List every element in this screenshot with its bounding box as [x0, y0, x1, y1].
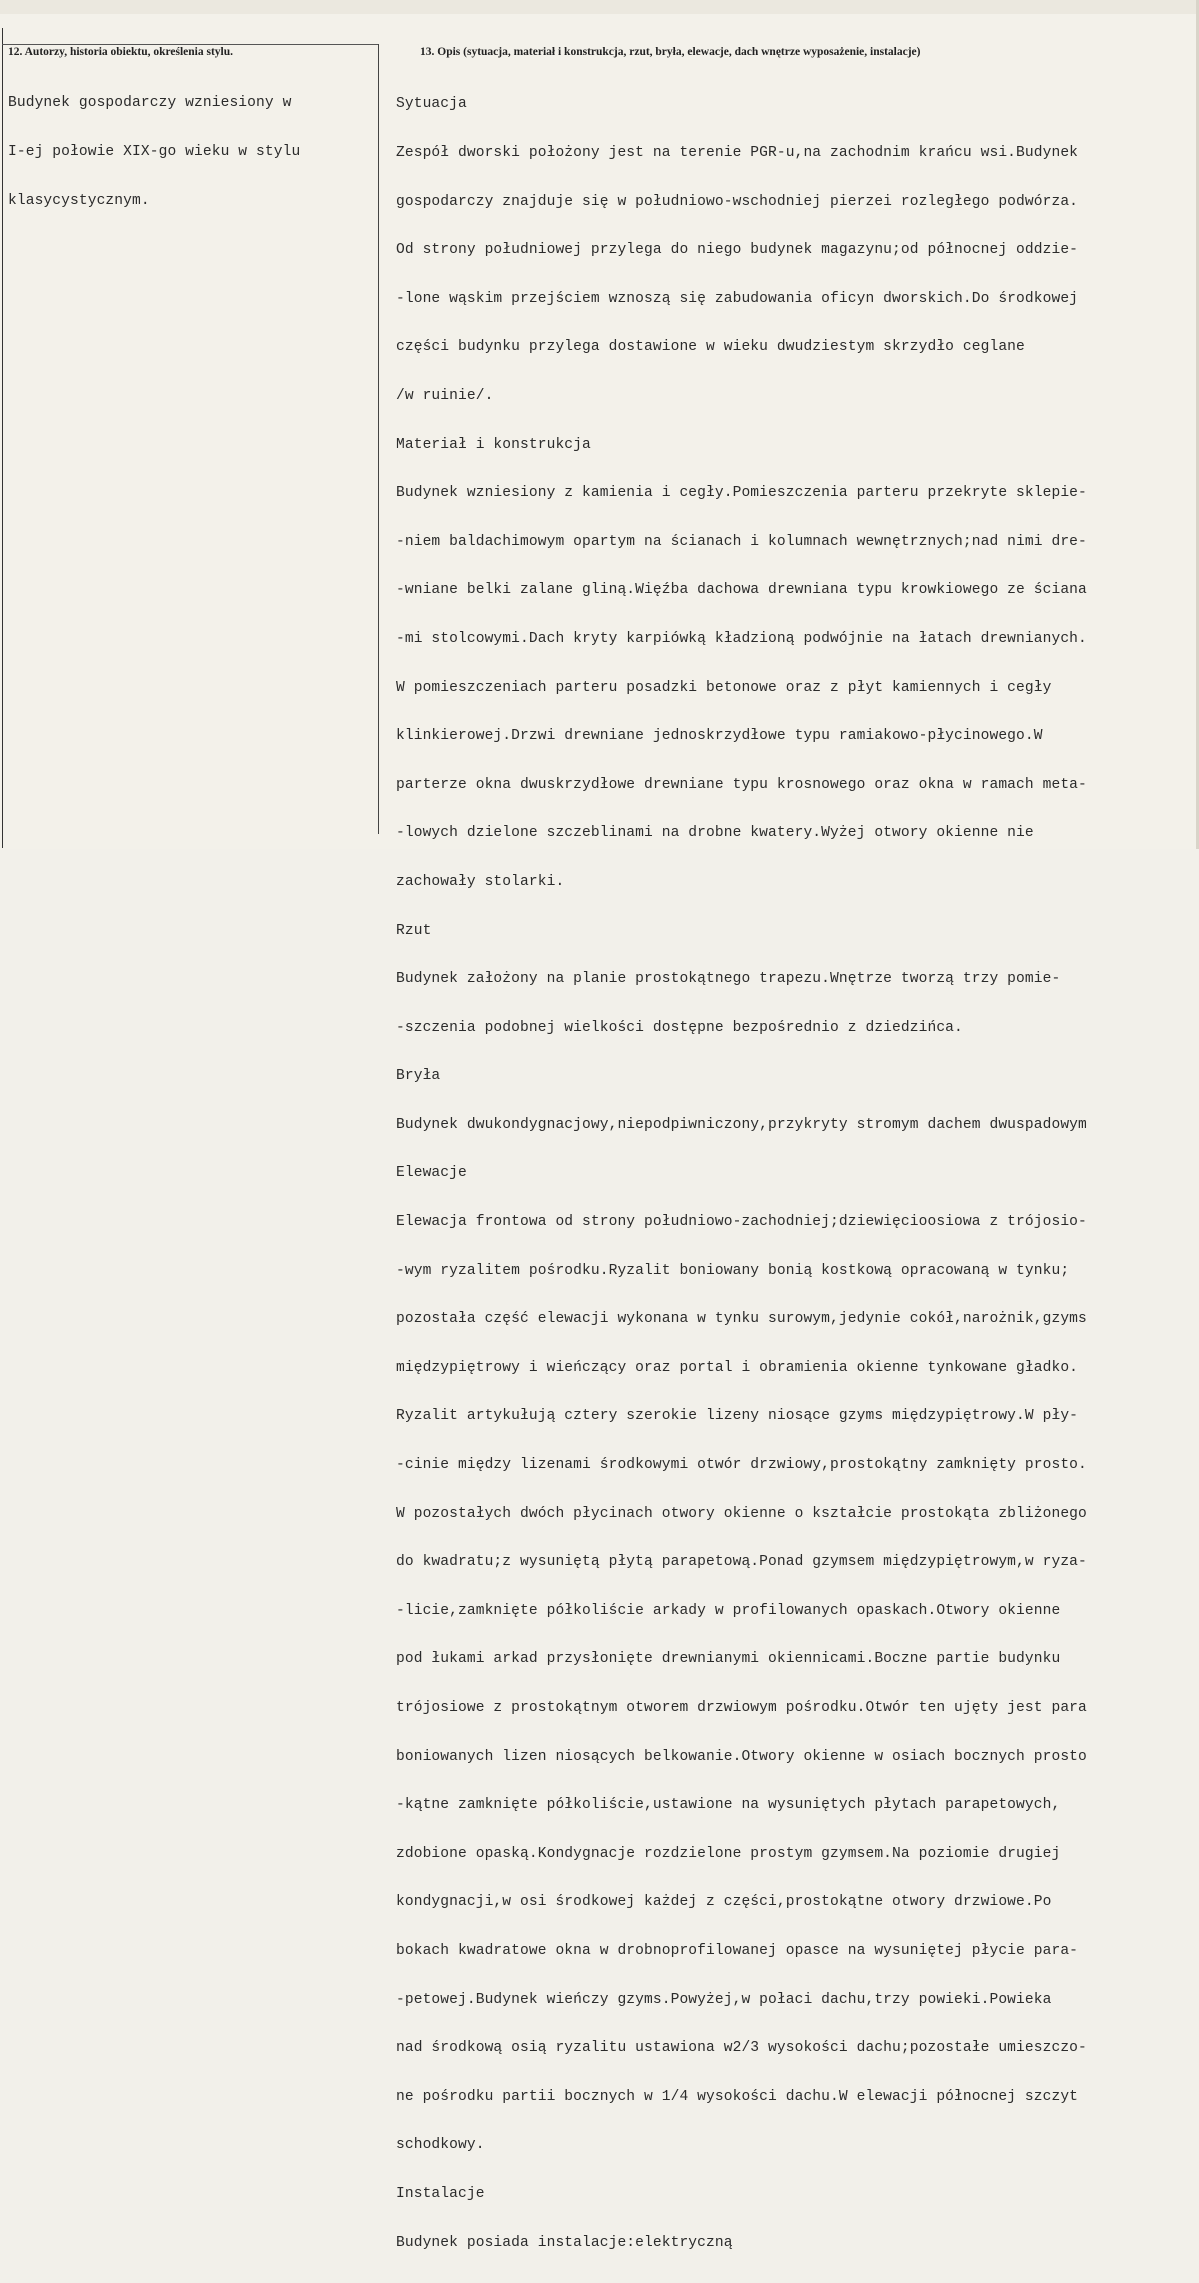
typed-line: -cinie między lizenami środkowymi otwór drzwiowy,prostokątny zamknięty prosto.	[396, 1457, 1087, 1474]
typed-line: -wym ryzalitem pośrodku.Ryzalit boniowany bonią kostkową opracowaną w tynku;	[396, 1262, 1070, 1279]
typed-line: do kwadratu;z wysuniętą płytą parapetową.Ponad gzymsem międzypiętrowym,w ryza-	[396, 1554, 1087, 1571]
typed-line: ne pośrodku partii bocznych w 1/4 wysokości dachu.W elewacji północnej szczyt	[396, 2088, 1079, 2105]
typed-line: -wniane belki zalane gliną.Więźba dachowa drewniana typu krowkiowego ze ściana	[396, 582, 1087, 599]
typed-line: Zespół dworski położony jest na terenie PGR-u,na zachodnim krańcu wsi.Budynek	[396, 145, 1079, 161]
section-heading-elevations: Elewacje	[396, 1165, 467, 1182]
typed-line: międzypiętrowy i wieńczący oraz portal i obramienia okienne tynkowane gładko.	[396, 1359, 1079, 1376]
typed-line: -kątne zamknięte półkoliście,ustawione na wysuniętych płytach parapetowych,	[396, 1797, 1061, 1814]
typed-line: -szczenia podobnej wielkości dostępne bezpośrednio z dziedzińca.	[396, 1019, 963, 1036]
typed-line: trójosiowe z prostokątnym otworem drzwiowym pośrodku.Otwór ten ujęty jest para	[396, 1700, 1087, 1716]
section-heading-material: Materiał i konstrukcja	[396, 436, 591, 453]
typed-line: gospodarczy znajduje się w południowo-wschodniej pierzei rozległego podwórza.	[396, 193, 1079, 210]
typed-line: Ryzalit artykułują cztery szerokie lizeny niosące gzyms międzypiętrowy.W pły-	[396, 1408, 1079, 1425]
typed-line: zachowały stolarki.	[396, 873, 565, 890]
typed-line: -niem baldachimowym opartym na ścianach i kolumnach wewnętrznych;nad nimi dre-	[396, 533, 1087, 550]
typed-line: /w ruinie/.	[396, 387, 494, 404]
typed-line: Budynek dwukondygnacjowy,niepodpiwniczony,przykryty stromym dachem dwuspadowym	[396, 1116, 1087, 1133]
typed-line: Budynek założony na planie prostokątnego trapezu.Wnętrze tworzą trzy pomie-	[396, 971, 1061, 988]
typed-line: kondygnacji,w osi środkowej każdej z części,prostokątne otwory drzwiowe.Po	[396, 1894, 1052, 1911]
field-12-header: 12. Autorzy, historia obiektu, określenia stylu.	[8, 46, 234, 58]
typed-line: części budynku przylega dostawione w wieku dwudziestym skrzydło ceglane	[396, 339, 1025, 356]
typed-line: -lone wąskim przejściem wznoszą się zabudowania oficyn dworskich.Do środkowej	[396, 290, 1079, 307]
left-border-line	[2, 28, 3, 848]
field-13-text	[396, 64, 1196, 2283]
typed-line: schodkowy.	[396, 2137, 485, 2154]
typed-line: pozostała część elewacji wykonana w tynku surowym,jedynie cokół,narożnik,gzyms	[396, 1311, 1087, 1328]
typed-line: pod łukami arkad przysłonięte drewnianymi okiennicami.Boczne partie budynku	[396, 1651, 1061, 1668]
column-divider-line	[378, 44, 379, 834]
typed-line: boniowanych lizen niosących belkowanie.Otwory okienne w osiach bocznych prosto	[396, 1748, 1087, 1765]
section-heading-installations: Instalacje	[396, 2185, 485, 2202]
section-heading-massing: Bryła	[396, 1068, 441, 1085]
field-13-header: 13. Opis (sytuacja, materiał i konstrukcja, rzut, bryła, elewacje, dach wnętrze wyposażenie, instalacje)	[420, 46, 921, 58]
typed-line: W pomieszczeniach parteru posadzki betonowe oraz z płyt kamiennych i cegły	[396, 679, 1052, 696]
typed-line: nad środkową osią ryzalitu ustawiona w2/3 wysokości dachu;pozostałe umieszczo-	[396, 2040, 1087, 2057]
typed-line: parterze okna dwuskrzydłowe drewniane typu krosnowego oraz okna w ramach meta-	[396, 776, 1087, 793]
typed-line: Od strony południowej przylega do niego budynek magazynu;od północnej oddzie-	[396, 242, 1079, 259]
typed-line: klinkierowej.Drzwi drewniane jednoskrzydłowe typu ramiakowo-płycinowego.W	[396, 728, 1043, 745]
typed-line: Budynek wzniesiony z kamienia i cegły.Pomieszczenia parteru przekryte sklepie-	[396, 485, 1087, 502]
typed-line: Elewacja frontowa od strony południowo-zachodniej;dziewięcioosiowa z trójosio-	[396, 1214, 1087, 1231]
typed-line: Budynek gospodarczy wzniesiony w	[8, 95, 292, 112]
left-header-underline	[2, 44, 378, 45]
typed-line: bokach kwadratowe okna w drobnoprofilowanej opasce na wysuniętej płycie para-	[396, 1942, 1079, 1959]
typed-line: I-ej połowie XIX-go wieku w stylu	[8, 144, 301, 160]
typed-line: -mi stolcowymi.Dach kryty karpiówką kładzioną podwójnie na łatach drewnianych.	[396, 630, 1087, 647]
typed-line: -petowej.Budynek wieńczy gzyms.Powyżej,w połaci dachu,trzy powieki.Powieka	[396, 1991, 1052, 2008]
section-heading-plan: Rzut	[396, 922, 432, 939]
typed-line: -licie,zamknięte półkoliście arkady w profilowanych opaskach.Otwory okienne	[396, 1602, 1061, 1619]
typed-line: W pozostałych dwóch płycinach otwory okienne o kształcie prostokąta zbliżonego	[396, 1505, 1087, 1522]
field-12-text	[8, 63, 300, 241]
section-heading-situation: Sytuacja	[396, 96, 467, 113]
typed-line: -lowych dzielone szczeblinami na drobne kwatery.Wyżej otwory okienne nie	[396, 825, 1034, 842]
typed-line: zdobione opaską.Kondygnacje rozdzielone prostym gzymsem.Na poziomie drugiej	[396, 1845, 1061, 1862]
typed-line: Budynek posiada instalacje:elektryczną	[396, 2234, 733, 2251]
paper-top-edge	[0, 0, 1199, 14]
typed-line: klasycystycznym.	[8, 192, 150, 209]
